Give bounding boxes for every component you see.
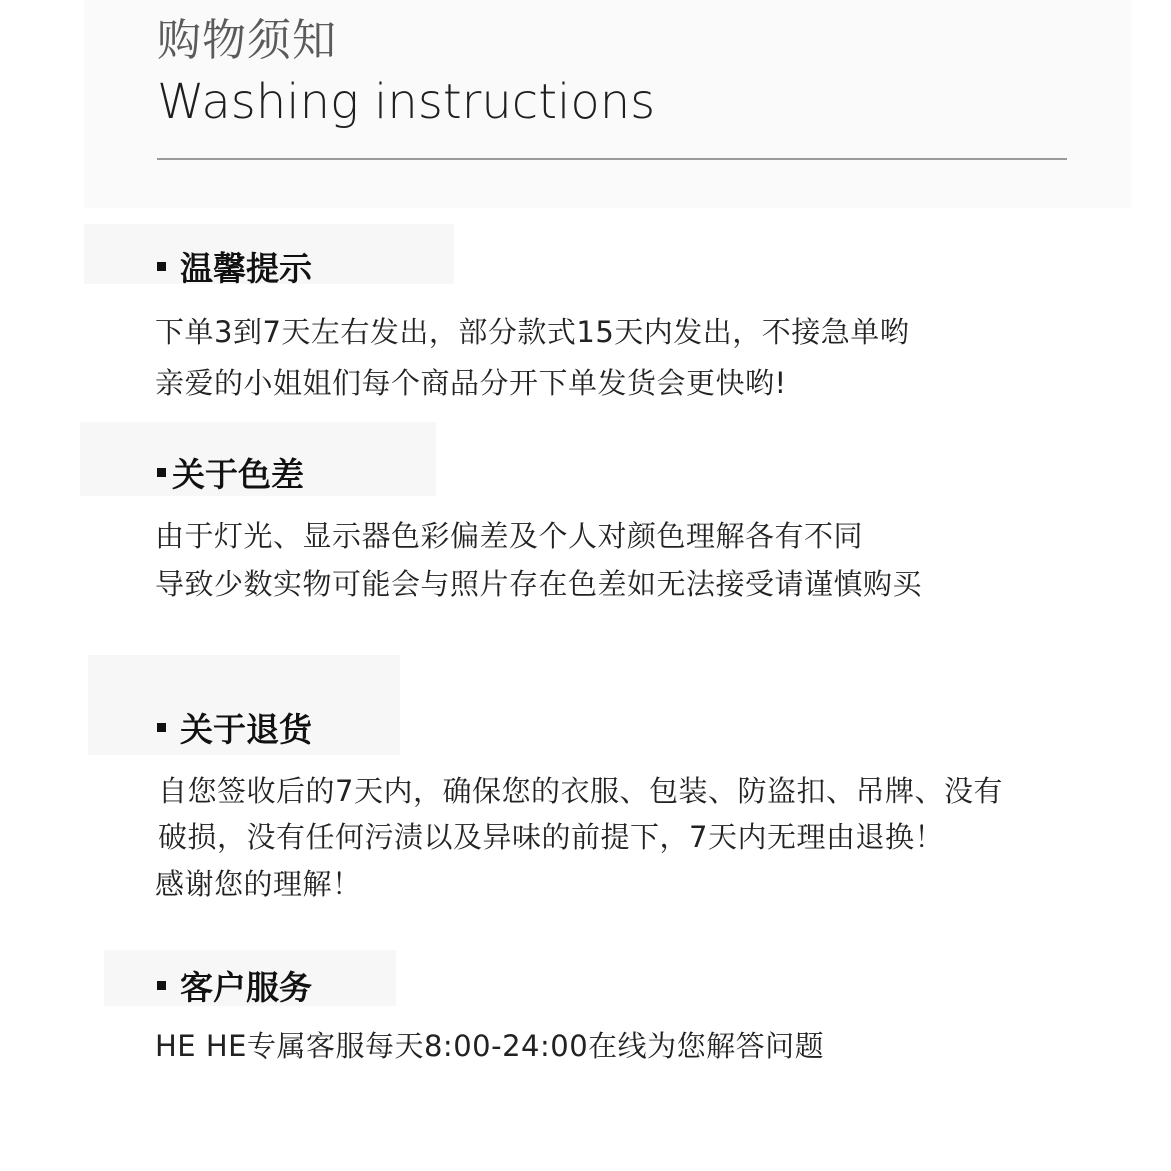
section-heading-tips: [157, 243, 312, 290]
section-heading-label: 客户服务: [180, 968, 312, 1007]
section-heading-label: 温馨提示: [180, 249, 312, 288]
page-title-cn: 购物须知: [157, 15, 337, 66]
body-line: 由于灯光、显示器色彩偏差及个人对颜色理解各有不同: [155, 519, 864, 553]
body-line: 导致少数实物可能会与照片存在色差如无法接受请谨慎购买: [155, 567, 923, 601]
body-line: 自您签收后的7天内，确保您的衣服、包装、防盗扣、吊牌、没有: [158, 774, 1003, 808]
bullet-square-icon: [157, 468, 166, 477]
section-heading-label: 关于色差: [172, 455, 304, 494]
title-divider: [157, 158, 1067, 160]
page-title-en: Washing instructions: [157, 74, 656, 130]
body-line: 下单3到7天左右发出，部分款式15天内发出，不接急单哟: [155, 315, 910, 349]
bullet-square-icon: [157, 262, 166, 271]
bullet-square-icon: [157, 981, 166, 990]
section-heading-label: 关于退货: [180, 710, 312, 749]
body-line: 破损，没有任何污渍以及异味的前提下，7天内无理由退换！: [158, 820, 944, 854]
body-line: 感谢您的理解！: [155, 867, 362, 901]
section-heading-service: [157, 962, 312, 1009]
body-line: 亲爱的小姐姐们每个商品分开下单发货会更快哟!: [155, 366, 787, 400]
section-heading-returns: [157, 704, 312, 751]
section-heading-color: [157, 449, 304, 496]
body-line: HE HE专属客服每天8:00-24:00在线为您解答问题: [155, 1029, 825, 1063]
bullet-square-icon: [157, 723, 166, 732]
